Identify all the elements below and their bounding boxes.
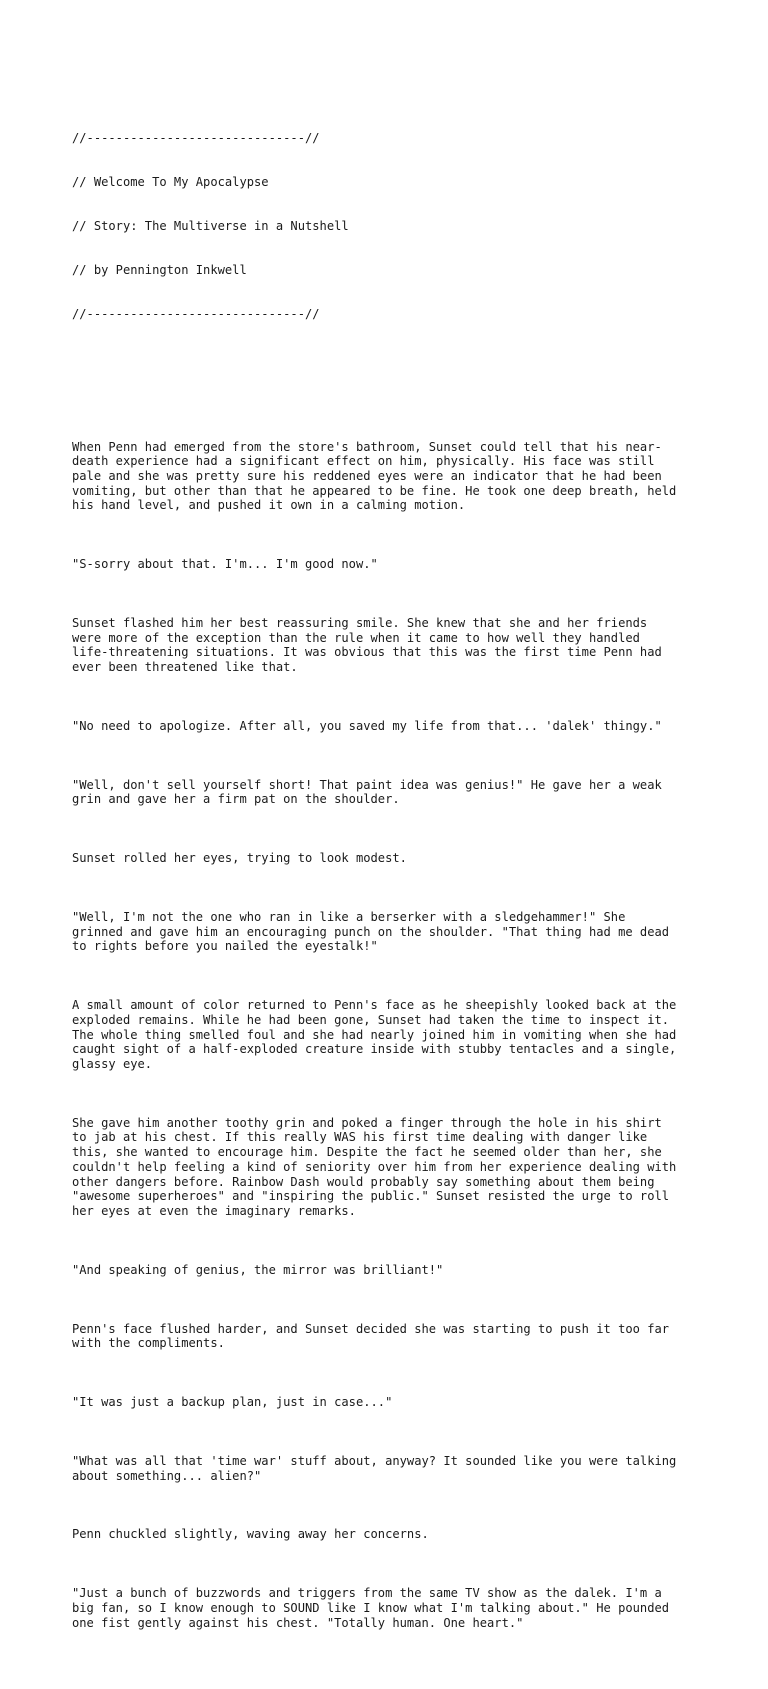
header-rule-bottom: //------------------------------// <box>72 307 320 322</box>
paragraph: When Penn had emerged from the store's bathroom, Sunset could tell that his near- death experience had a significant effect on him, physically. His face was still pale and she was pretty sure his reddened eyes were an indicator that he had been vomiting, but other than that he appeared to be fine. He took one deep breath, held his hand level, and pushed it own in a calming motion. <box>72 439 677 513</box>
paragraph: "What was all that 'time war' stuff about, anyway? It sounded like you were talking about something... alien?" <box>72 1453 677 1483</box>
paragraph: A small amount of color returned to Penn's face as he sheepishly looked back at the exploded remains. While he had been gone, Sunset had taken the time to inspect it. The whole thing smelled foul and she had nearly joined him in vomiting when she had caught sight of a half-exploded creature inside with stubby tentacles and a single, glassy eye. <box>72 998 677 1071</box>
paragraph: "And speaking of genius, the mirror was brilliant!" <box>72 1262 444 1277</box>
header-story-line: // Story: The Multiverse in a Nutshell <box>72 219 349 234</box>
story-header <box>72 101 702 351</box>
story-body <box>72 410 702 1674</box>
paragraph: "Well, I'm not the one who ran in like a berserker with a sledgehammer!" She grinned and gave him an encouraging punch on the shoulder. "That thing had me dead to rights before you nailed the eyestalk!" <box>72 909 670 954</box>
paragraph: "Just a bunch of buzzwords and triggers from the same TV show as the dalek. I'm a big fan, so I know enough to SOUND like I know what I'm talking about." He pounded one fist gently against his chest. "Totally human. One heart." <box>72 1586 670 1630</box>
paragraph: She gave him another toothy grin and poked a finger through the hole in his shirt to jab at his chest. If this really WAS his first time dealing with danger like this, she wanted to encourage him. Despite the fact he seemed older than her, she couldn't help feeling a kind of seniority over him from her experience dealing with other dangers before. Rainbow Dash would probably say something about them being "awesome superheroes" and "inspiring the public." Sunset resisted the urge to roll her eyes at even the imaginary remarks. <box>72 1115 677 1218</box>
paragraph: "S-sorry about that. I'm... I'm good now." <box>72 557 378 572</box>
paragraph: Penn chuckled slightly, waving away her concerns. <box>72 1527 429 1542</box>
header-rule-top: //------------------------------// <box>72 130 320 145</box>
header-author-line: // by Pennington Inkwell <box>72 263 247 278</box>
paragraph: Penn's face flushed harder, and Sunset decided she was starting to push it too far with the compliments. <box>72 1321 670 1351</box>
paragraph: "It was just a backup plan, just in case..." <box>72 1395 393 1410</box>
paragraph: "No need to apologize. After all, you saved my life from that... 'dalek' thingy." <box>72 718 662 733</box>
paragraph: Sunset flashed him her best reassuring smile. She knew that she and her friends were more of the exception than the rule when it came to how well they handled life-threatening situations. It was obvious that this was the first time Penn had ever been threatened like that. <box>72 615 662 675</box>
paragraph: Sunset rolled her eyes, trying to look modest. <box>72 851 407 866</box>
document-page <box>72 72 702 1689</box>
paragraph: "Well, don't sell yourself short! That paint idea was genius!" He gave her a weak grin and gave her a firm pat on the shoulder. <box>72 777 662 807</box>
header-title-line: // Welcome To My Apocalypse <box>72 174 269 189</box>
